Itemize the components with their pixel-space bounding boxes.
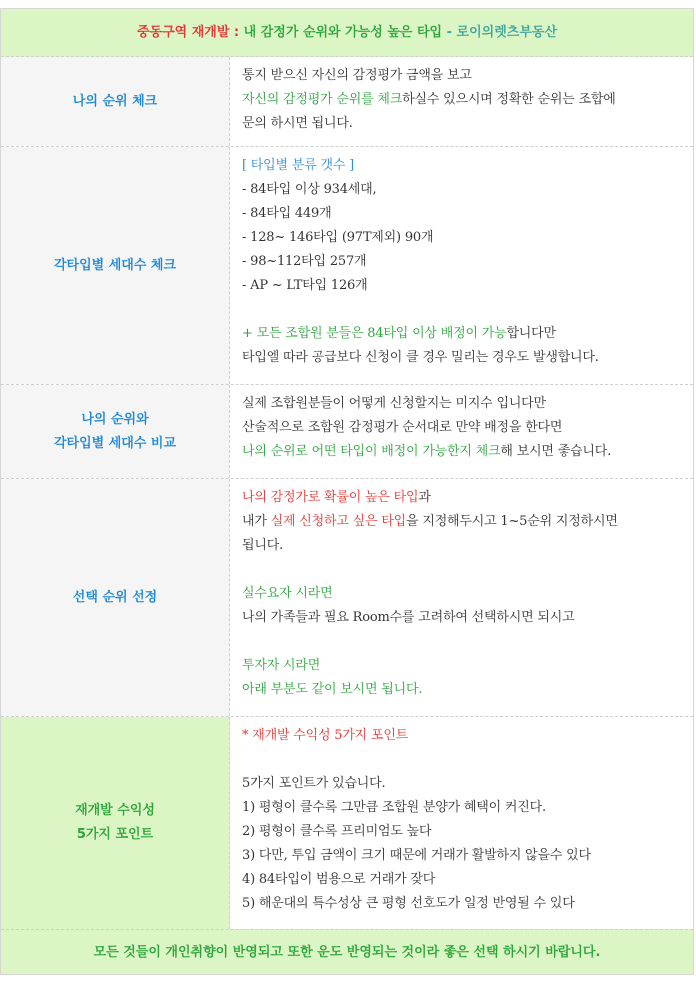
body-line	[242, 416, 683, 440]
body-line	[242, 772, 683, 796]
section-label	[1, 57, 230, 146]
body-text: 1) 평형이 클수록 그만큼 조합원 분양가 혜택이 커진다.	[242, 800, 546, 815]
section-label-line: 나의 순위와	[81, 411, 149, 427]
body-text: 자신의 감정평가 순위를 체크	[242, 92, 403, 107]
section-row	[1, 717, 693, 929]
section-body	[230, 717, 693, 929]
body-line	[242, 88, 683, 112]
body-text: 3) 다만, 투입 금액이 크기 때문에 거래가 활발하지 않을수 있다	[242, 848, 591, 863]
body-text: - 84타입 449개	[242, 206, 332, 221]
section-body	[230, 385, 693, 478]
body-text: 실수요자 시라면	[242, 586, 333, 601]
body-text: * 재개발 수익성 5가지 포인트	[242, 728, 409, 743]
body-line	[242, 892, 683, 916]
body-line	[242, 678, 683, 702]
body-line	[242, 820, 683, 844]
section-body	[230, 57, 693, 146]
title-location: 중동구역 재개발 :	[136, 25, 240, 40]
body-line	[242, 226, 683, 250]
section-label-line: 재개발 수익성	[75, 803, 155, 818]
blank-line	[242, 558, 683, 582]
body-line	[242, 868, 683, 892]
section-label	[1, 717, 230, 929]
body-text: - AP ~ LT타입 126개	[242, 278, 368, 293]
body-text: 과	[418, 490, 431, 505]
body-line	[242, 202, 683, 226]
body-text: 나의 가족들과 필요 Room수를 고려하여 선택하시면 되시고	[242, 610, 575, 625]
body-line	[242, 534, 683, 558]
body-line	[242, 654, 683, 678]
body-text: 타입엘 따라 공급보다 신청이 클 경우 밀리는 경우도 발생합니다.	[242, 350, 599, 365]
section-label-line: 나의 순위 체크	[72, 93, 158, 109]
section-label-line: 5가지 포인트	[76, 827, 154, 842]
body-line	[242, 582, 683, 606]
body-text: 해 보시면 좋습니다.	[500, 444, 612, 459]
body-text: 을 지정해두시고 1~5순위 지정하시면	[406, 514, 618, 529]
title-topic: 내 감정가 순위와 가능성 높은 타입	[243, 25, 443, 40]
body-line	[242, 392, 683, 416]
page-title	[1, 9, 693, 57]
section-label-line: 각타입별 세대수 비교	[53, 435, 177, 451]
body-text: 5가지 포인트가 있습니다.	[242, 776, 386, 791]
section-label-line: 각타입별 세대수 체크	[53, 257, 177, 273]
body-line	[242, 486, 683, 510]
blank-line	[242, 748, 683, 772]
body-text: 하실수 있으시며 정확한 순위는 조합에	[402, 92, 616, 107]
title-author: - 로이의렛츠부동산	[446, 25, 558, 40]
section-label	[1, 147, 230, 384]
body-text: 내가	[242, 514, 271, 529]
blank-line	[242, 298, 683, 322]
body-text: 투자자 시라면	[242, 658, 321, 673]
section-body	[230, 479, 693, 716]
body-line	[242, 274, 683, 298]
section-label	[1, 479, 230, 716]
body-text: 아래 부분도 같이 보시면 됩니다.	[242, 682, 423, 697]
body-text: + 모든 조합원 분들은 84타입 이상 배정이 가능	[242, 326, 507, 341]
section-row	[1, 385, 693, 479]
footer-note: 모든 것들이 개인취향이 반영되고 또한 운도 반영되는 것이라 좋은 선택 하시기 바랍니다.	[1, 929, 693, 974]
body-line	[242, 154, 683, 178]
section-row	[1, 57, 693, 147]
body-line	[242, 510, 683, 534]
body-text: 산술적으로 조합원 감정평가 순서대로 만약 배정을 한다면	[242, 420, 563, 435]
section-body	[230, 147, 693, 384]
body-line	[242, 322, 683, 346]
body-text: 2) 평형이 클수록 프리미엄도 높다	[242, 824, 432, 839]
body-line	[242, 796, 683, 820]
section-label	[1, 385, 230, 478]
body-text: - 84타입 이상 934세대,	[242, 182, 377, 197]
body-line	[242, 112, 683, 136]
body-text: 통지 받으신 자신의 감정평가 금액을 보고	[242, 68, 472, 83]
info-table	[0, 8, 694, 975]
body-line	[242, 440, 683, 464]
body-text: [ 타입별 분류 갯수 ]	[242, 158, 354, 173]
body-line	[242, 250, 683, 274]
body-text: 실제 신청하고 싶은 타입	[270, 514, 407, 529]
body-text: 됩니다.	[242, 538, 284, 553]
body-line	[242, 606, 683, 630]
body-text: 5) 해운대의 특수성상 큰 평형 선호도가 일정 반영될 수 있다	[242, 896, 575, 911]
body-line	[242, 844, 683, 868]
body-text: 나의 순위로 어떤 타입이 배정이 가능한지 체크	[242, 444, 501, 459]
body-text: 나의 감정가로 확률이 높은 타입	[242, 490, 419, 505]
section-label-line: 선택 순위 선정	[72, 589, 158, 605]
body-text: 4) 84타입이 범용으로 거래가 잦다	[242, 872, 436, 887]
body-text: - 98~112타입 257개	[242, 254, 367, 269]
body-line	[242, 64, 683, 88]
section-row	[1, 147, 693, 385]
body-text: 문의 하시면 됩니다.	[242, 116, 353, 131]
body-line	[242, 178, 683, 202]
section-row	[1, 479, 693, 717]
body-text: 실제 조합원분들이 어떻게 신청할지는 미지수 입니다만	[242, 396, 546, 411]
section-rows	[1, 57, 693, 929]
body-text: 합니다만	[506, 326, 556, 341]
blank-line	[242, 630, 683, 654]
body-line	[242, 724, 683, 748]
body-line	[242, 346, 683, 370]
body-text: - 128~ 146타입 (97T제외) 90개	[242, 230, 434, 245]
